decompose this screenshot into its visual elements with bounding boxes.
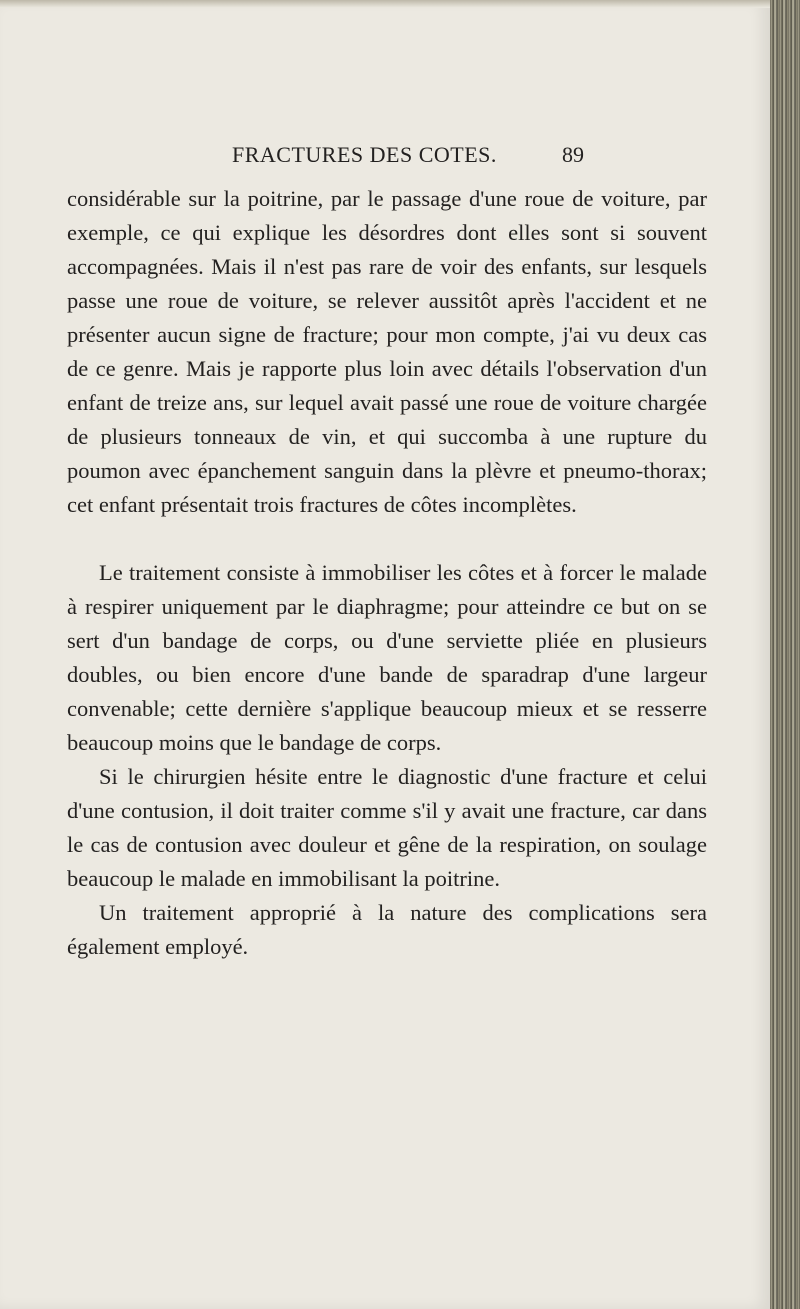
page-header <box>0 142 770 176</box>
book-page-edges <box>770 0 800 1309</box>
paragraph-2: Le traitement consiste à immobiliser les côtes et à forcer le malade à respirer uniquement par le diaphragme; pour atteindre ce but on se sert d'un bandage de corps, ou d'une serviette pliée en plusieurs doubles, ou bien encore d'une bande de sparadrap d'une largeur convenable; cette dernière s'applique beaucoup mieux et se resserre beaucoup moins que le bandage de corps. <box>67 560 707 755</box>
running-head: FRACTURES DES COTES. <box>232 142 497 167</box>
paragraph-1: considérable sur la poitrine, par le passage d'une roue de voiture, par exemple, ce qui explique les désordres dont elles sont si souvent accompagnées. Mais il n'est pas rare de voir des enfants, sur lesquels passe une roue de voiture, se relever aussitôt après l'accident et ne présenter aucun signe de fracture; pour mon compte, j'ai vu deux cas de ce genre. Mais je rapporte plus loin avec détails l'observation d'un enfant de treize ans, sur lequel avait passé une roue de voiture chargée de plusieurs tonneaux de vin, et qui succomba à une rupture du poumon avec épanchement sanguin dans la plèvre et pneumo-thorax; cet enfant présentait trois fractures de côtes incomplètes. <box>67 186 707 517</box>
body-text <box>67 182 707 964</box>
page-top-shadow <box>0 0 770 8</box>
paragraph-4: Un traitement approprié à la nature des complications sera également employé. <box>67 900 707 959</box>
paragraph-3: Si le chirurgien hésite entre le diagnostic d'une fracture et celui d'une contusion, il doit traiter comme s'il y avait une fracture, car dans le cas de contusion avec douleur et gêne de la respiration, on soulage beaucoup le malade en immobilisant la poitrine. <box>67 764 707 891</box>
page-number: 89 <box>562 142 584 167</box>
